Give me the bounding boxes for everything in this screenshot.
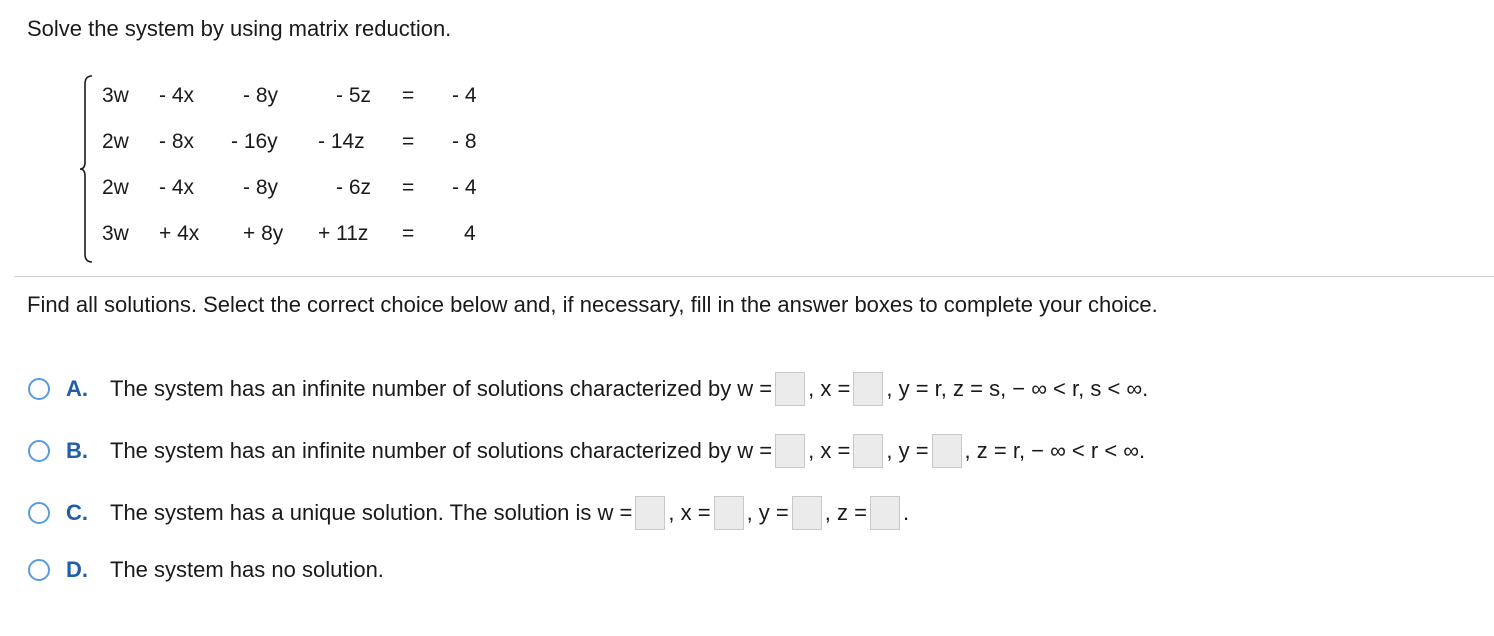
term-x: + 4x (159, 222, 200, 245)
constant: - 4 (452, 84, 477, 107)
choice-letter: A. (66, 376, 88, 401)
choice-text: The system has no solution. (110, 557, 384, 582)
term-y: - 8y (243, 84, 279, 107)
term-x: - 8x (159, 130, 195, 153)
term-w: 2w (102, 176, 129, 199)
choice-letter: C. (66, 500, 88, 525)
radio-button-d[interactable] (28, 559, 50, 581)
term-w: 3w (102, 84, 129, 107)
term-x: - 4x (159, 176, 195, 199)
constant: - 4 (452, 176, 477, 199)
equation-system (80, 74, 500, 264)
section-divider (14, 276, 1494, 277)
answer-box-w[interactable] (635, 496, 665, 530)
term-x: - 4x (159, 84, 195, 107)
term-z: - 14z (318, 130, 365, 153)
separator-z: , z = (824, 500, 867, 525)
left-brace-icon (80, 74, 94, 264)
choice-text: The system has a unique solution. The solution is w = (110, 500, 633, 525)
term-w: 3w (102, 222, 129, 245)
term-y: + 8y (243, 222, 284, 245)
choice-text: The system has an infinite number of solutions characterized by w = (110, 438, 773, 463)
term-z: - 6z (336, 176, 372, 199)
choice-b[interactable] (28, 434, 1145, 468)
term-z: + 11z (318, 222, 369, 245)
term-y: - 8y (243, 176, 279, 199)
choice-tail: , z = r, − ∞ < r < ∞. (964, 438, 1146, 463)
answer-box-w[interactable] (775, 372, 805, 406)
answer-box-z[interactable] (870, 496, 900, 530)
answer-box-x[interactable] (853, 372, 883, 406)
constant: - 8 (452, 130, 477, 153)
equals-sign: = (402, 176, 415, 199)
separator-x: , x = (808, 438, 851, 463)
equals-sign: = (402, 130, 415, 153)
term-z: - 5z (336, 84, 372, 107)
answer-box-y[interactable] (932, 434, 962, 468)
constant: 4 (464, 222, 476, 245)
choice-letter: B. (66, 438, 88, 463)
choice-text: The system has an infinite number of solutions characterized by w = (110, 376, 773, 401)
answer-box-x[interactable] (853, 434, 883, 468)
radio-button-c[interactable] (28, 502, 50, 524)
term-w: 2w (102, 130, 129, 153)
choice-d[interactable] (28, 553, 384, 587)
separator-y: , y = (886, 438, 929, 463)
equals-sign: = (402, 222, 415, 245)
separator-y: , y = (746, 500, 789, 525)
choice-a[interactable] (28, 372, 1148, 406)
choice-tail: , y = r, z = s, − ∞ < r, s < ∞. (886, 376, 1149, 401)
choice-letter: D. (66, 557, 88, 582)
separator-x: , x = (808, 376, 851, 401)
choice-c[interactable] (28, 496, 909, 530)
separator-x: , x = (668, 500, 711, 525)
answer-box-w[interactable] (775, 434, 805, 468)
term-y: - 16y (231, 130, 278, 153)
radio-button-b[interactable] (28, 440, 50, 462)
radio-button-a[interactable] (28, 378, 50, 400)
problem-prompt: Solve the system by using matrix reduction. (27, 16, 452, 41)
equals-sign: = (402, 84, 415, 107)
choice-tail: . (902, 500, 910, 525)
answer-box-x[interactable] (714, 496, 744, 530)
instructions-text: Find all solutions. Select the correct choice below and, if necessary, fill in the answer boxes to complete your choice. (27, 292, 1158, 317)
answer-box-y[interactable] (792, 496, 822, 530)
